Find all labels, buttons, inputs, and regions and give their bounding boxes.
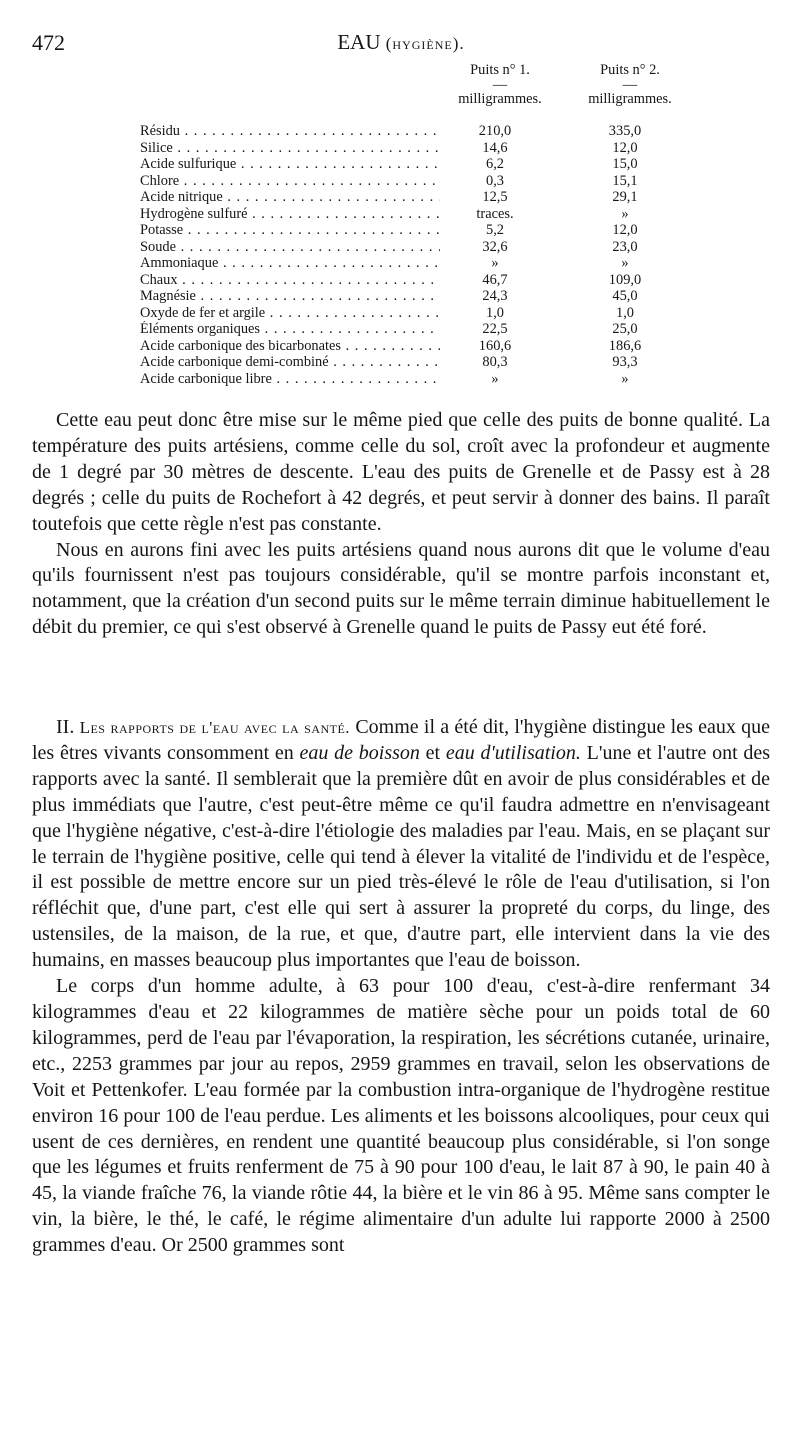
table-row — [140, 371, 680, 388]
row-label: Éléments organiques . . . — [140, 321, 440, 338]
paragraph-3-text-b: et — [425, 741, 441, 764]
value-puits-2: 25,0 — [612, 321, 638, 337]
row-label: Acide carbonique libre . . . — [140, 371, 440, 388]
column-dash-1: — — [492, 76, 508, 93]
column-header-puits-1 — [440, 62, 560, 107]
column-dash-2: — — [622, 76, 638, 93]
row-label: Acide nitrique . . . — [140, 189, 440, 206]
value-puits-1: 14,6 — [482, 139, 508, 156]
term-eau-d-utilisation: eau d'utilisation. — [445, 741, 581, 764]
value-puits-2: » — [621, 370, 629, 387]
table-row — [140, 255, 680, 272]
table-row — [140, 272, 680, 289]
value-puits-1: » — [491, 255, 499, 271]
value-puits-2: » — [621, 255, 629, 271]
paragraph-2: Nous en aurons fini avec les puits artésiens quand nous aurons dit que le volume d'eau qu'ils fournissent n'est pas toujours considérable, qu'il se montre parfois inconstant et, notamment, que la création d'un second puits sur le même terrain diminue habituellement le débit du premier, ce qui s'est observé à Grenelle quand le puits de Passy eut été foré. — [32, 538, 770, 639]
running-title-main: EAU — [337, 30, 381, 54]
column-header-puits-2 — [570, 62, 690, 107]
section-heading: Les rapports de l'eau avec la santé. — [79, 718, 351, 737]
section-number: II. — [56, 716, 75, 738]
column-title-puits-1: Puits n° 1. — [470, 62, 530, 78]
row-label: Magnésie . . . — [140, 288, 440, 305]
value-puits-2: 15,0 — [612, 156, 638, 172]
table-row — [140, 140, 680, 157]
value-puits-2: 23,0 — [612, 238, 638, 255]
value-puits-1: 1,0 — [486, 304, 504, 321]
value-puits-1: 24,3 — [482, 288, 508, 304]
paragraph-4: Le corps d'un homme adulte, à 63 pour 100 d'eau, c'est-à-dire renfermant 34 kilogrammes d'eau et 22 kilogrammes de matière sèche pour un poids total de 60 kilogrammes, perd de l'eau par l'évaporation, la respiration, les sécrétions cutanée, urinaire, etc., 2253 grammes par jour au repos, 2959 grammes en travail, selon les observations de Voit et Pettenkofer. L'eau formée par la combustion intra-organique de l'hydrogène restitue environ 16 pour 100 de l'eau perdue. Les aliments et les boissons alcooliques, pour ceux qui usent de ces dernières, en rendent une quantité beaucoup plus considérable, si l'on songe que les légumes et fruits renferment de 75 à 90 pour 100 d'eau, le lait 87 à 90, le pain 40 à 45, la viande fraîche 76, la viande rôtie 44, la bière et le vin 86 à 95. Même sans compter le vin, la bière, le thé, le café, le régime alimentaire d'un adulte lui rapporte 2000 à 2500 grammes d'eau. Or 2500 grammes sont — [32, 975, 770, 1257]
value-puits-2: » — [621, 205, 629, 222]
value-puits-2: 12,0 — [612, 139, 638, 156]
column-title-puits-2: Puits n° 2. — [600, 62, 660, 78]
table-row — [140, 239, 680, 256]
value-puits-1: 12,5 — [482, 189, 508, 205]
table-row — [140, 189, 680, 206]
table-row — [140, 321, 680, 338]
paragraph-3 — [32, 715, 770, 974]
table-row — [140, 123, 680, 140]
row-label: Hydrogène sulfuré . . . — [140, 206, 440, 223]
value-puits-1: » — [491, 370, 499, 387]
row-label: Résidu . . . — [140, 123, 440, 140]
row-label: Acide sulfurique . . . — [140, 156, 440, 173]
row-label: Acide carbonique demi-combiné . . . — [140, 354, 440, 371]
value-puits-1: 0,3 — [486, 172, 504, 189]
value-puits-2: 186,6 — [608, 337, 642, 354]
row-label: Acide carbonique des bicarbonates . . . — [140, 338, 440, 355]
value-puits-2: 45,0 — [612, 288, 638, 304]
value-puits-1: 160,6 — [478, 337, 512, 354]
value-puits-1: 6,2 — [486, 156, 504, 172]
value-puits-2: 109,0 — [608, 271, 642, 288]
row-label: Potasse . . . — [140, 222, 440, 239]
paragraph-1: Cette eau peut donc être mise sur le même pied que celle des puits de bonne qualité. La température des puits artésiens, comme celle du sol, croît avec la profondeur et augmente de 1 degré par 30 mètres de descente. L'eau des puits de Grenelle et de Passy est à 28 degrés ; celle du puits de Rochefort à 42 degrés, et peut servir à donner des bains. Il paraît toutefois que cette règle n'est pas constante. — [32, 409, 770, 535]
running-title — [32, 30, 770, 55]
paragraph-3-text-c: L'une et l'autre ont des rapports avec la santé. Il semblerait que la première dût en avoir de plus considérables et de plus immédiats que l'autre, c'est peut-être même ce qu'il faudra admettre en n'envisageant que l'hygiène négative, c'est-à-dire l'étiologie des maladies par l'eau. Mais, en se plaçant sur le terrain de l'hygiène positive, celle qui tend à élever la vitalité de l'individu et de l'espèce, il est possible de mettre encore sur un pied très-élevé le rôle de l'eau d'utilisation, si l'on réfléchit que, d'une part, c'est elle qui sert à assurer la propreté du corps, du linge, des ustensiles, de la maison, de la rue, et que, d'autre part, elle intervient dans la vie des humains, en masses beaucoup plus importantes que l'eau de boisson. — [32, 741, 771, 972]
value-puits-1: 46,7 — [482, 271, 508, 288]
table-row — [140, 338, 680, 355]
column-unit-puits-2: milligrammes. — [588, 90, 672, 107]
table-row — [140, 206, 680, 223]
value-puits-1: 80,3 — [482, 354, 508, 370]
value-puits-2: 12,0 — [612, 222, 638, 238]
table-row — [140, 222, 680, 239]
row-label: Ammoniaque . . . — [140, 255, 440, 272]
table-row — [140, 305, 680, 322]
row-label: Soude . . . — [140, 239, 440, 256]
row-label: Oxyde de fer et argile . . . — [140, 305, 440, 322]
value-puits-1: 32,6 — [482, 238, 508, 255]
table-row — [140, 354, 680, 371]
paragraph-3-text-a: Comme il a été dit, l'hygiène distingue les eaux que les êtres vivants consomment en — [32, 716, 771, 764]
value-puits-1: traces. — [476, 205, 514, 222]
value-puits-2: 1,0 — [616, 304, 634, 321]
value-puits-1: 5,2 — [486, 222, 504, 238]
term-eau-de-boisson: eau de boisson — [299, 741, 420, 764]
running-title-sub: (hygiène). — [385, 34, 465, 53]
section-ii — [32, 715, 770, 1259]
column-unit-puits-1: milligrammes. — [458, 90, 542, 107]
value-puits-1: 210,0 — [478, 123, 512, 139]
table-row — [140, 288, 680, 305]
value-puits-1: 22,5 — [482, 321, 508, 337]
value-puits-2: 93,3 — [612, 354, 638, 370]
page-header — [32, 30, 770, 58]
row-label: Chaux . . . — [140, 272, 440, 289]
table-row — [140, 173, 680, 190]
body-text — [32, 408, 770, 641]
row-label: Chlore . . . — [140, 173, 440, 190]
value-puits-2: 15,1 — [612, 172, 638, 189]
value-puits-2: 335,0 — [608, 123, 642, 139]
page-number: 472 — [32, 30, 65, 55]
value-puits-2: 29,1 — [612, 189, 638, 205]
row-label: Silice . . . — [140, 140, 440, 157]
table-row — [140, 156, 680, 173]
